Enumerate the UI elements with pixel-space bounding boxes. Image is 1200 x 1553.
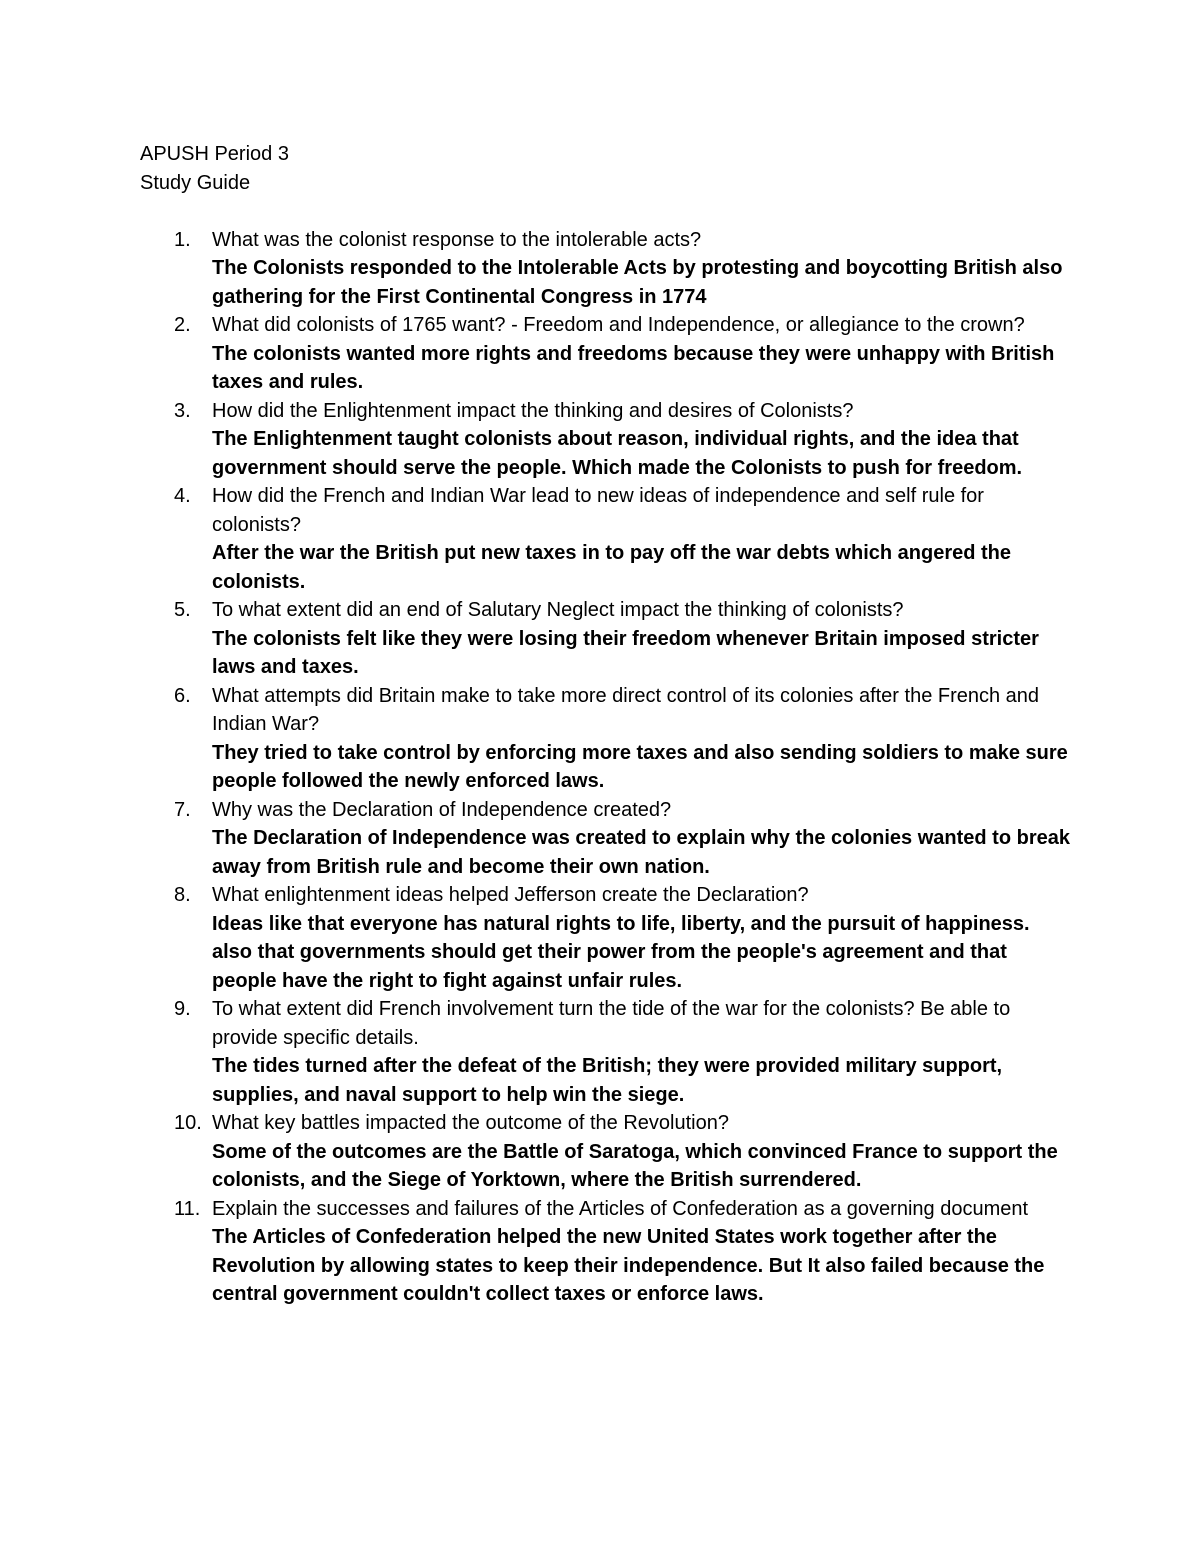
question-item (140, 995, 1070, 1109)
question-item (140, 397, 1070, 483)
question-text: Why was the Declaration of Independence created? (212, 798, 672, 821)
question-item (140, 226, 1070, 312)
question-number: 8. (174, 884, 191, 906)
document-subtitle: Study Guide (140, 171, 251, 194)
question-number: 3. (174, 399, 191, 422)
answer-text: The tides turned after the defeat of the British; they were provided military support, supplies, and naval support to help win the siege. (212, 1055, 1003, 1106)
question-text: What did colonists of 1765 want? - Freedom and Independence, or allegiance to the crown? (212, 314, 1025, 336)
question-text: How did the Enlightenment impact the thinking and desires of Colonists? (212, 399, 854, 422)
answer-text: Some of the outcomes are the Battle of Saratoga, which convinced France to support the colonists, and the Siege of Yorktown, where the British surrendered. (212, 1140, 1058, 1191)
question-number: 5. (174, 599, 191, 621)
question-item (140, 1195, 1070, 1309)
question-item (140, 682, 1070, 796)
question-item (140, 796, 1070, 882)
question-text: What key battles impacted the outcome of the Revolution? (212, 1112, 729, 1134)
answer-text: After the war the British put new taxes in to pay off the war debts which angered the colonists. (212, 542, 1012, 593)
answer-text: The Colonists responded to the Intolerable Acts by protesting and boycotting British also gathering for the First Continental Congress in 1774 (212, 257, 1063, 308)
document-title: APUSH Period 3 (140, 143, 289, 165)
header-spacer (140, 197, 1070, 226)
question-item (140, 881, 1070, 995)
question-number: 7. (174, 798, 191, 821)
question-number: 4. (174, 485, 191, 507)
question-item (140, 311, 1070, 397)
question-number: 2. (174, 314, 191, 336)
answer-text: The Articles of Confederation helped the new United States work together after the Revolution by allowing states to keep their independence. But It also failed because the central government couldn't collect taxes or enforce laws. (212, 1226, 1045, 1305)
question-text: Explain the successes and failures of the Articles of Confederation as a governing document (212, 1197, 1029, 1220)
question-text: To what extent did an end of Salutary Neglect impact the thinking of colonists? (212, 599, 904, 621)
answer-text: They tried to take control by enforcing more taxes and also sending soldiers to make sure people followed the newly enforced laws. (212, 741, 1068, 792)
question-number: 6. (174, 684, 191, 707)
question-item (140, 482, 1070, 596)
answer-text: The colonists wanted more rights and freedoms because they were unhappy with British taxes and rules. (212, 342, 1055, 393)
question-text: How did the French and Indian War lead to new ideas of independence and self rule for colonists? (212, 485, 984, 536)
question-number: 1. (174, 228, 191, 251)
question-number: 10. (174, 1112, 202, 1134)
question-list (140, 226, 1070, 1309)
question-text: What attempts did Britain make to take more direct control of its colonies after the French and Indian War? (212, 684, 1040, 735)
document-page (140, 140, 1070, 1309)
question-number: 11. (174, 1197, 201, 1220)
answer-text: The Declaration of Independence was created to explain why the colonies wanted to break away from British rule and become their own nation. (212, 827, 1070, 878)
answer-text: The Enlightenment taught colonists about reason, individual rights, and the idea that government should serve the people. Which made the Colonists to push for freedom. (212, 428, 1023, 479)
question-number: 9. (174, 998, 191, 1020)
question-text: What enlightenment ideas helped Jefferson create the Declaration? (212, 884, 809, 906)
answer-text: The colonists felt like they were losing their freedom whenever Britain imposed stricter laws and taxes. (212, 627, 1039, 678)
question-item (140, 1109, 1070, 1195)
question-text: To what extent did French involvement turn the tide of the war for the colonists? Be able to provide specific details. (212, 998, 1011, 1049)
question-text: What was the colonist response to the intolerable acts? (212, 228, 702, 251)
question-item (140, 596, 1070, 682)
answer-text: Ideas like that everyone has natural rights to life, liberty, and the pursuit of happiness. also that governments should get their power from the people's agreement and that people have the right to fight against unfair rules. (212, 912, 1030, 992)
